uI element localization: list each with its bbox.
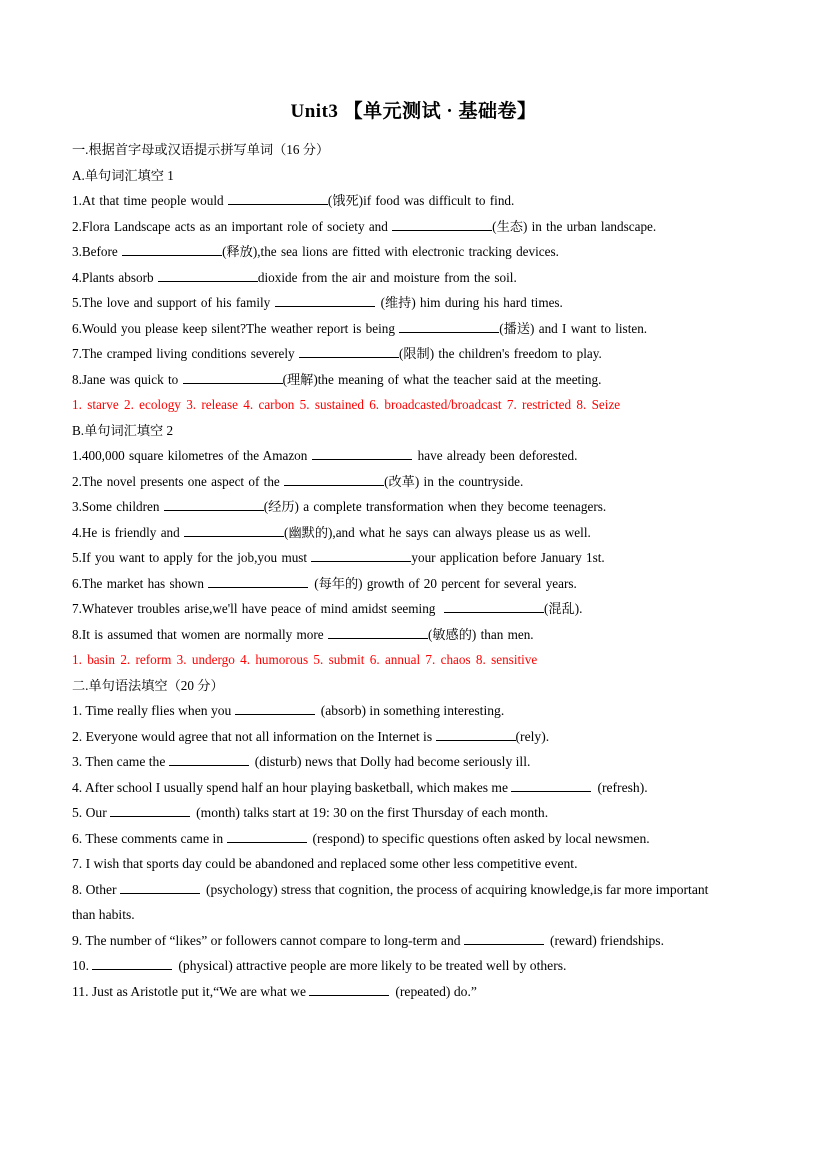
q-text-post: (经历) a complete transformation when they become teenagers. <box>263 499 607 514</box>
question-item <box>72 443 755 469</box>
answer-blank <box>436 740 516 741</box>
q-text-post: (physical) attractive people are more likely to be treated well by others. <box>178 958 567 973</box>
q-text-pre: 4. After school I usually spend half an hour playing basketball, which makes me <box>72 779 512 795</box>
question-item <box>72 775 755 801</box>
question-item <box>72 367 755 393</box>
q-text-pre: 4.Plants absorb <box>72 269 158 285</box>
question-item <box>72 928 755 954</box>
q-text-post: (幽默的),and what he says can always please us as well. <box>284 524 591 540</box>
q-text-post: (维持) him during his hard times. <box>380 295 563 310</box>
answer-blank <box>235 714 315 715</box>
q-text-post: (absorb) in something interesting. <box>320 703 505 718</box>
answer-blank <box>275 306 375 307</box>
answer-blank <box>169 765 249 766</box>
answer-blank <box>158 281 258 282</box>
question-item <box>72 239 755 265</box>
answer-blank <box>399 332 499 333</box>
question-item <box>72 316 755 342</box>
question-item <box>72 800 755 826</box>
q-text-pre: 1. Time really flies when you <box>72 703 235 718</box>
question-item <box>72 188 755 214</box>
q-text-pre: 2.Flora Landscape acts as an important role of society and <box>72 218 393 234</box>
answer-blank <box>208 587 308 588</box>
question-item <box>72 851 755 877</box>
question-item-continuation <box>72 902 755 928</box>
answer-blank <box>164 510 264 511</box>
q-text-pre: 11. Just as Aristotle put it,“We are what we <box>72 983 310 999</box>
q-text-post: (respond) to specific questions often asked by local newsmen. <box>312 830 650 846</box>
q-text-post: dioxide from the air and moisture from the soil. <box>257 269 517 285</box>
question-item <box>72 953 755 979</box>
answer-blank <box>328 638 428 639</box>
section-one-heading: 一.根据首字母或汉语提示拼写单词（16 分） <box>72 142 330 157</box>
question-item <box>72 520 755 546</box>
q-text-post: (disturb) news that Dolly had become seriously ill. <box>254 754 531 769</box>
answer-blank <box>227 842 307 843</box>
question-item <box>72 545 755 571</box>
q-text-pre: 8. Other <box>72 881 120 897</box>
answer-blank <box>184 536 284 537</box>
q-text-pre: 5. Our <box>72 805 111 820</box>
answer-blank <box>309 995 389 996</box>
q-text-pre: 6. These comments came in <box>72 830 227 846</box>
q-text-pre: 10. <box>72 958 93 973</box>
q-text-post: (敏感的) than men. <box>427 626 534 642</box>
question-item <box>72 596 755 622</box>
q-text-post: your application before January 1st. <box>411 550 605 565</box>
q-text-post: (改革) in the countryside. <box>384 473 524 489</box>
q-text-pre: 6.Would you please keep silent?The weather report is being <box>72 320 400 336</box>
question-item <box>72 826 755 852</box>
q-text-pre: 2.The novel presents one aspect of the <box>72 473 285 489</box>
q-text-post: (每年的) growth of 20 percent for several years. <box>314 575 577 591</box>
q-text-pre: 2. Everyone would agree that not all information on the Internet is <box>72 728 436 744</box>
question-item <box>72 571 755 597</box>
q-text-post: (refresh). <box>597 779 648 795</box>
q-text-post: (混乱). <box>543 601 583 616</box>
q-text-full: than habits. <box>72 907 135 922</box>
answer-blank <box>312 459 412 460</box>
answer-blank <box>299 357 399 358</box>
q-text-post: (repeated) do.” <box>395 983 477 999</box>
answer-blank <box>444 612 544 613</box>
answer-blank <box>511 791 591 792</box>
question-item <box>72 290 755 316</box>
q-text-pre: 8.Jane was quick to <box>72 371 183 387</box>
question-item <box>72 341 755 367</box>
q-text-pre: 6.The market has shown <box>72 575 209 591</box>
answer-blank <box>392 230 492 231</box>
q-text-post: (释放),the sea lions are fitted with electronic tracking devices. <box>222 244 559 259</box>
question-item <box>72 877 755 903</box>
q-text-post: (饿死)if food was difficult to find. <box>327 193 515 208</box>
answer-blank <box>311 561 411 562</box>
q-text-pre: 3. Then came the <box>72 754 169 769</box>
answer-blank <box>228 204 328 205</box>
page-title: Unit3 【单元测试 · 基础卷】 <box>290 101 537 122</box>
question-item <box>72 724 755 750</box>
part-a-heading: A.单句词汇填空 1 <box>72 167 174 183</box>
question-item <box>72 469 755 495</box>
answer-blank <box>92 969 172 970</box>
section-two-heading: 二.单句语法填空（20 分） <box>72 677 224 693</box>
q-text-post: (生态) in the urban landscape. <box>492 218 657 234</box>
q-text-full: 7. I wish that sports day could be abandoned and replaced some other less competitive event. <box>72 856 578 871</box>
question-item <box>72 265 755 291</box>
part-b-heading: B.单句词汇填空 2 <box>72 422 174 438</box>
q-text-pre: 3.Before <box>72 244 123 259</box>
answer-blank <box>120 893 200 894</box>
q-text-pre: 8.It is assumed that women are normally more <box>72 626 328 642</box>
q-text-post: (reward) friendships. <box>549 932 664 948</box>
question-item <box>72 698 755 724</box>
answer-blank <box>110 816 190 817</box>
q-text-post: (month) talks start at 19: 30 on the first Thursday of each month. <box>196 805 549 820</box>
q-text-pre: 4.He is friendly and <box>72 524 185 540</box>
answer-blank <box>122 255 222 256</box>
part-a-answer-key: 1. starve 2. ecology 3. release 4. carbon 5. sustained 6. broadcasted/broadcast 7. restricted 8. Seize <box>72 397 621 412</box>
answer-blank <box>284 485 384 486</box>
q-text-pre: 7.The cramped living conditions severely <box>72 346 299 361</box>
q-text-pre: 7.Whatever troubles arise,we'll have peace of mind amidst seeming <box>72 601 444 616</box>
q-text-pre: 9. The number of “likes” or followers cannot compare to long-term and <box>72 932 464 948</box>
part-b-answer-key: 1. basin 2. reform 3. undergo 4. humorous 5. submit 6. annual 7. chaos 8. sensitive <box>72 652 538 667</box>
q-text-pre: 5.The love and support of his family <box>72 295 275 310</box>
q-text-pre: 5.If you want to apply for the job,you must <box>72 550 312 565</box>
q-text-post: (播送) and I want to listen. <box>499 320 648 336</box>
q-text-post: have already been deforested. <box>417 448 578 463</box>
question-item <box>72 494 755 520</box>
q-text-post: (psychology) stress that cognition, the process of acquiring knowledge,is far more important <box>205 881 709 897</box>
q-text-pre: 1.400,000 square kilometres of the Amazon <box>72 448 312 463</box>
q-text-post: (rely). <box>515 728 550 744</box>
answer-blank <box>183 383 283 384</box>
answer-blank <box>464 944 544 945</box>
question-item <box>72 214 755 240</box>
q-text-post: (理解)the meaning of what the teacher said at the meeting. <box>282 371 602 387</box>
q-text-pre: 1.At that time people would <box>72 193 228 208</box>
question-item <box>72 622 755 648</box>
question-item <box>72 979 755 1005</box>
question-item <box>72 749 755 775</box>
q-text-post: (限制) the children's freedom to play. <box>398 346 602 361</box>
q-text-pre: 3.Some children <box>72 499 164 514</box>
